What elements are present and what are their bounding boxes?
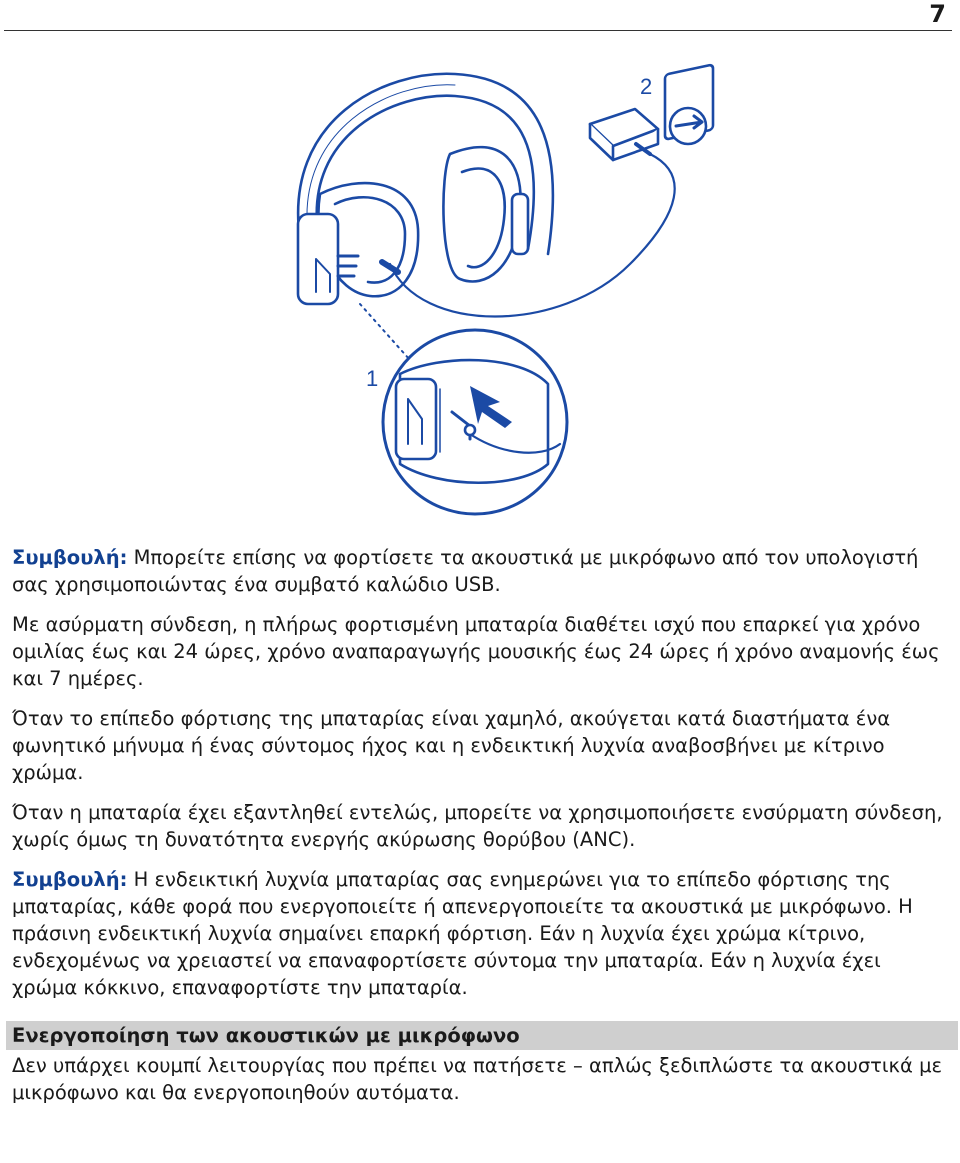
charger <box>590 109 658 160</box>
paragraph-battery-life: Με ασύρματη σύνδεση, η πλήρως φορτισμένη μπαταρία διαθέτει ισχύ που επαρκεί για χρόνο ομιλίας έως και 24 ώρες, χρόνο αναπαραγωγής μουσικής έως 24 ώρες ή χρόνο αναμονής έως και 7 ημέρες. <box>12 613 940 690</box>
callout-1: 1 <box>366 366 379 391</box>
paragraph-low-battery: Όταν το επίπεδο φόρτισης της μπαταρίας είναι χαμηλό, ακούγεται κατά διαστήματα ένα φωνητικό μήνυμα ή ένας σύντομος ήχος και η ενδεικτική λυχνία αναβοσβήνει με κίτρινο χρώμα. <box>12 707 891 784</box>
detail-magnifier <box>383 330 567 514</box>
wall-socket <box>665 64 713 144</box>
tip-paragraph-usb <box>12 544 952 598</box>
tip-paragraph-indicator <box>12 866 952 1001</box>
header-rule <box>4 30 952 31</box>
paragraph-wired-connection: Όταν η μπαταρία έχει εξαντληθεί εντελώς, μπορείτε να χρησιμοποιήσετε ενσύρματη σύνδεση, χωρίς όμως τη δυνατότητα ενεργής ακύρωσης θορύβου (ANC). <box>12 801 943 851</box>
page-number: 7 <box>929 0 946 28</box>
right-earcup <box>443 147 528 281</box>
charging-illustration <box>0 34 960 534</box>
section-heading: Ενεργοποίηση των ακουστικών με μικρόφωνο <box>6 1021 958 1050</box>
tip-label: Συμβουλή: <box>12 868 128 891</box>
section-body: Δεν υπάρχει κουμπί λειτουργίας που πρέπει να πατήσετε – απλώς ξεδιπλώστε τα ακουστικά με μικρόφωνο και θα ενεργοποιηθούν αυτόματα. <box>12 1054 943 1104</box>
tip-label: Συμβουλή: <box>12 546 128 569</box>
callout-2: 2 <box>640 74 653 99</box>
content <box>12 544 952 1119</box>
tip-text: Η ενδεικτική λυχνία μπαταρίας σας ενημερώνει για το επίπεδο φόρτισης της μπαταρίας, κάθε φορά που ενεργοποιείτε ή απενεργοποιείτε τα ακουστικά με μικρόφωνο. Η πράσινη ενδεικτική λυχνία σημαίνει επαρκή φόρτιση. Εάν η λυχνία έχει χρώμα κίτρινο, ενδεχομένως να χρειαστεί να επαναφορτίσετε σύντομα την μπαταρία. Εάν η λυχνία έχει χρώμα κόκκινο, επαναφορτίστε την μπαταρία. <box>12 868 913 999</box>
tip-text: Μπορείτε επίσης να φορτίσετε τα ακουστικά με μικρόφωνο από τον υπολογιστή σας χρησιμοποιώντας ένα συμβατό καλώδιο USB. <box>12 546 919 596</box>
